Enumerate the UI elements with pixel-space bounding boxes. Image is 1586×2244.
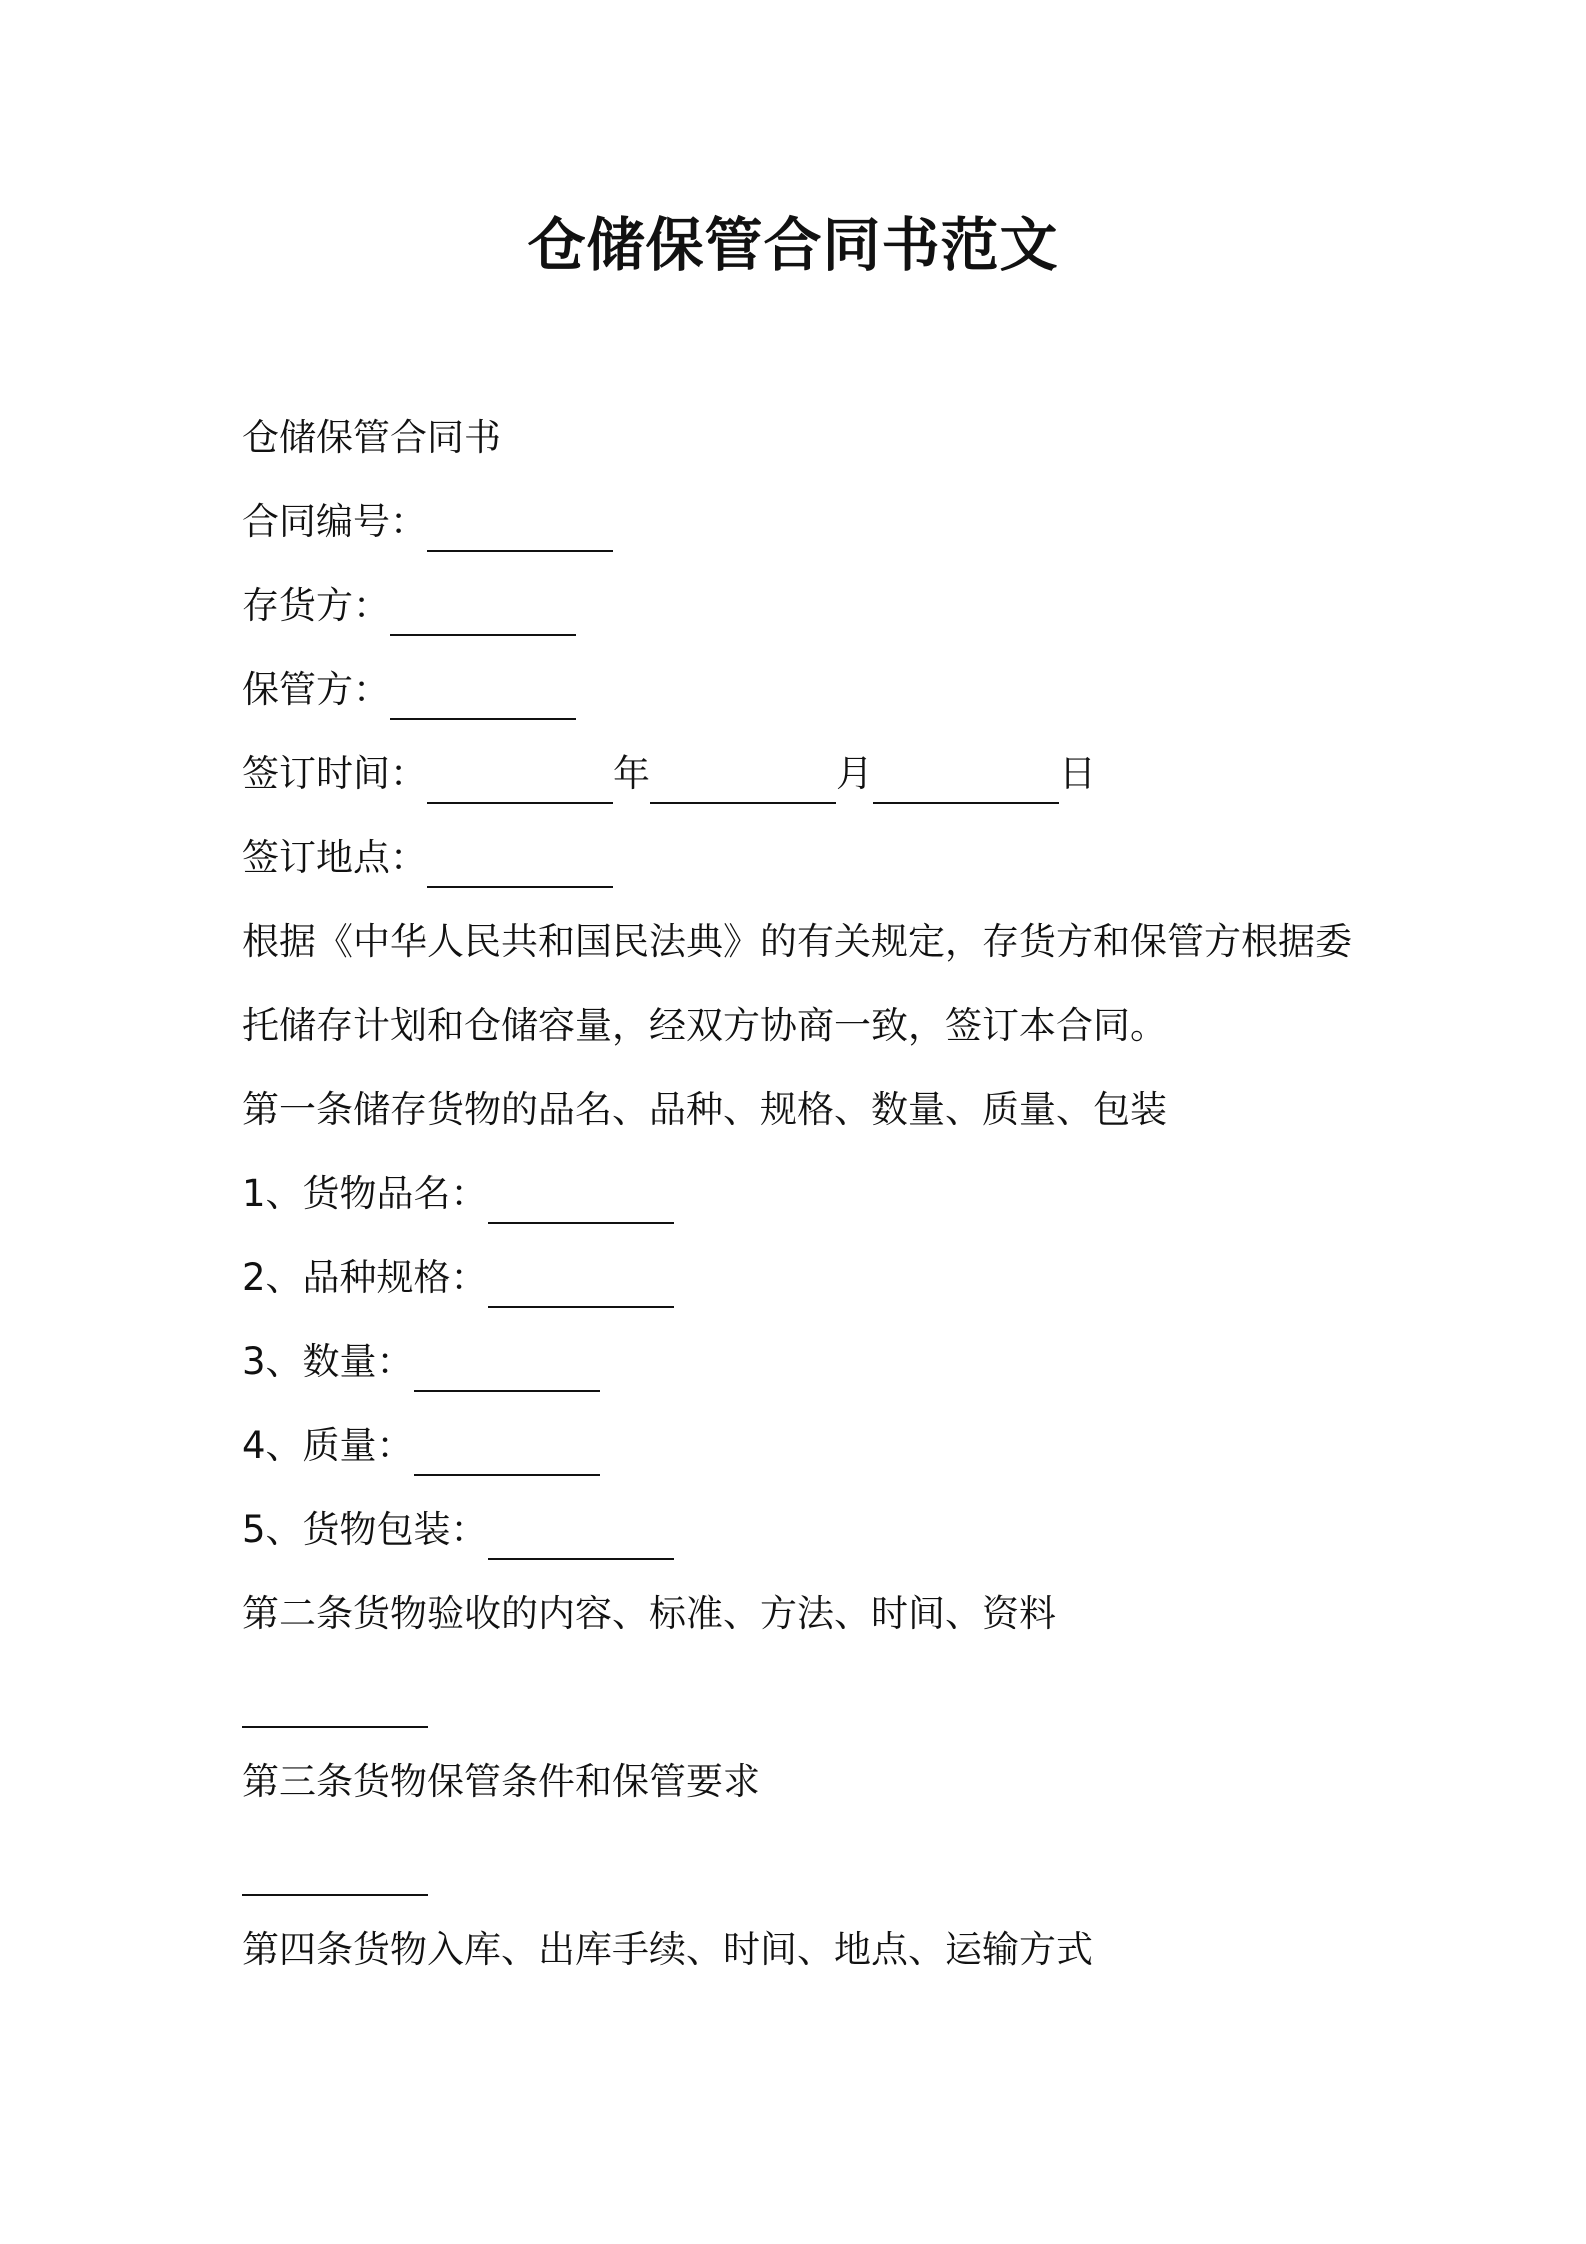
item-blank [414,1346,600,1392]
item-blank [414,1430,600,1476]
depositor-blank [390,590,576,636]
article-2-blank-row [242,1668,1422,1728]
article-2-heading: 第二条货物验收的内容、标准、方法、时间、资料 [242,1592,1056,1635]
article-2-blank [242,1682,428,1728]
sign-time-row [242,744,1422,804]
article-3-blank-row [242,1836,1422,1896]
item-label: 3、数量： [242,1340,414,1383]
month-label: 月 [836,752,873,795]
article-3-blank [242,1850,428,1896]
article-1-item [242,1500,1422,1560]
article-1-item [242,1248,1422,1308]
year-label: 年 [613,752,650,795]
item-label: 1、货物品名： [242,1172,488,1215]
depositor-row [242,576,1422,636]
contract-number-blank [427,506,613,552]
item-label: 4、质量： [242,1424,414,1467]
sign-place-label: 签订地点： [242,836,427,879]
month-blank [650,758,836,804]
custodian-row [242,660,1422,720]
preamble-line-2: 托储存计划和仓储容量，经双方协商一致，签订本合同。 [242,1004,1167,1047]
day-label: 日 [1059,752,1096,795]
item-blank [488,1262,674,1308]
day-blank [873,758,1059,804]
contract-number-row [242,492,1422,552]
article-1-item [242,1416,1422,1476]
custodian-blank [390,674,576,720]
item-blank [488,1178,674,1224]
sign-place-blank [427,842,613,888]
year-blank [427,758,613,804]
document-title: 仓储保管合同书范文 [527,211,1059,279]
article-1-item [242,1164,1422,1224]
article-1-heading: 第一条储存货物的品名、品种、规格、数量、质量、包装 [242,1088,1167,1131]
article-3-heading: 第三条货物保管条件和保管要求 [242,1760,760,1803]
sign-time-label: 签订时间： [242,752,427,795]
item-blank [488,1514,674,1560]
article-4-heading: 第四条货物入库、出库手续、时间、地点、运输方式 [242,1928,1093,1971]
contract-heading: 仓储保管合同书 [242,416,501,459]
sign-place-row [242,828,1422,888]
depositor-label: 存货方： [242,584,390,627]
item-label: 2、品种规格： [242,1256,488,1299]
contract-number-label: 合同编号： [242,500,427,543]
item-label: 5、货物包装： [242,1508,488,1551]
custodian-label: 保管方： [242,668,390,711]
article-1-item [242,1332,1422,1392]
preamble-line-1: 根据《中华人民共和国民法典》的有关规定，存货方和保管方根据委 [242,920,1352,963]
